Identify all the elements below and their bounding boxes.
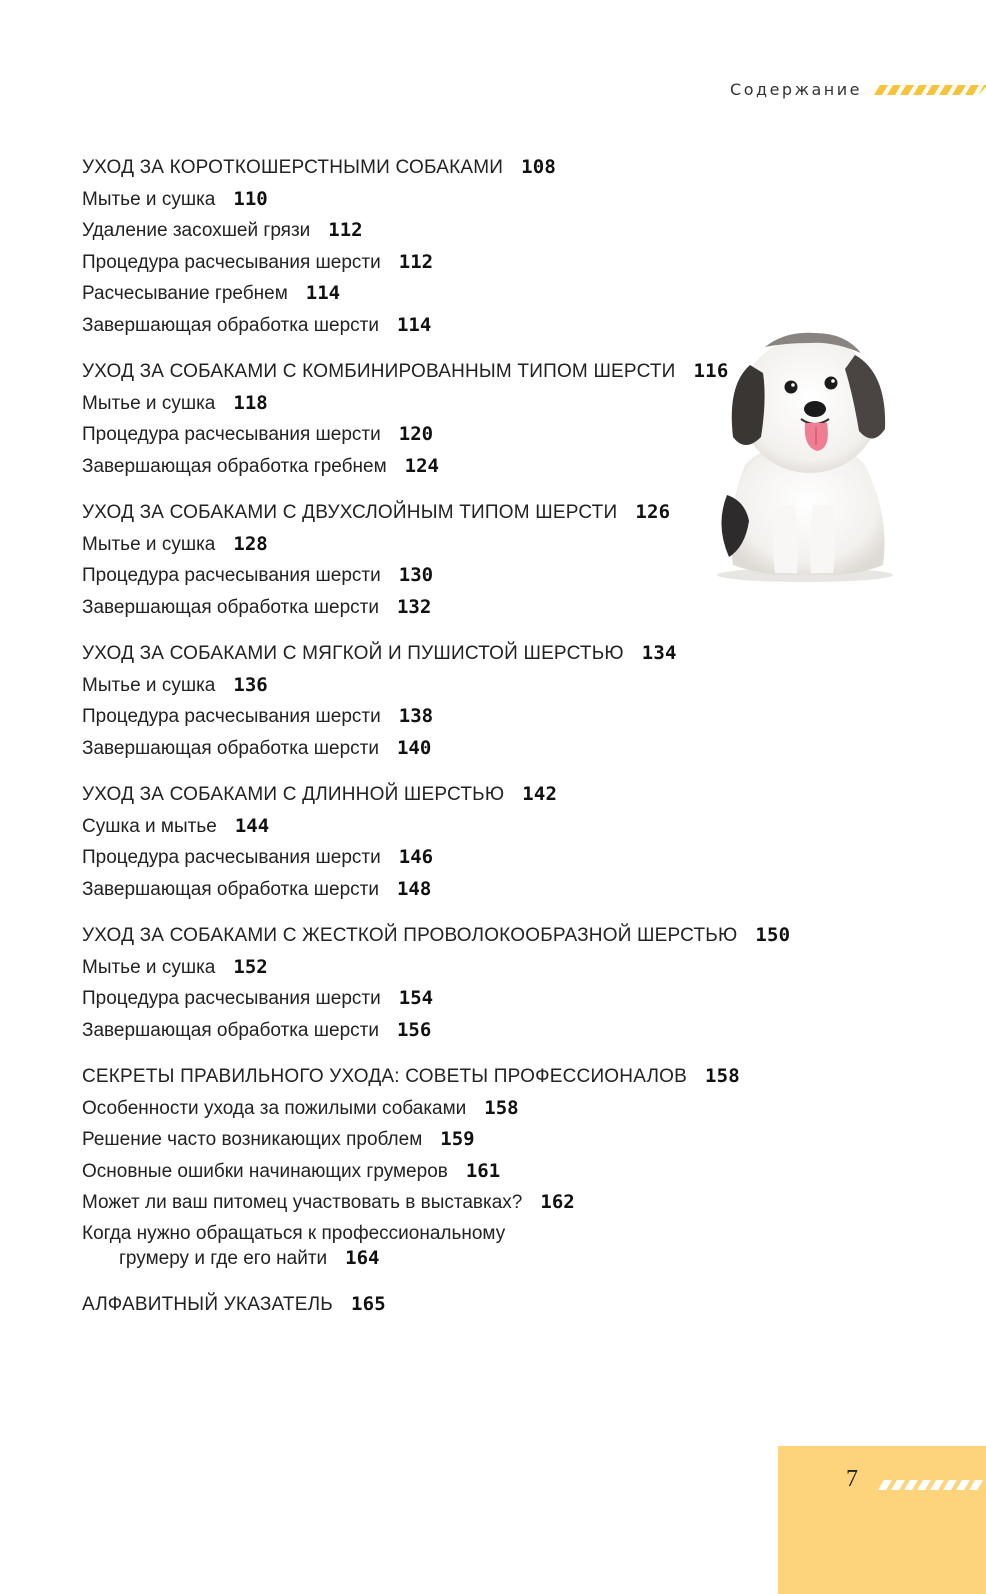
toc-item-title: Процедура расчесывания шерсти	[82, 251, 381, 273]
toc-page-number: 120	[398, 423, 434, 445]
toc-page-number: 114	[305, 282, 341, 304]
toc-item-title-line2: грумеру и где его найти	[119, 1247, 328, 1269]
toc-item-title: Удаление засохшей грязи	[82, 220, 311, 241]
toc-item[interactable]	[82, 1219, 782, 1274]
toc-item[interactable]	[82, 592, 782, 624]
toc-page-number: 162	[540, 1191, 575, 1213]
toc-page-number: 128	[233, 532, 268, 555]
toc-page-number: 146	[398, 846, 434, 868]
toc-page-number: 144	[234, 814, 270, 837]
toc-section	[82, 920, 791, 1046]
toc-heading-title: УХОД ЗА КОРОТКОШЕРСТНЫМИ СОБАКАМИ	[82, 157, 504, 178]
toc-item[interactable]	[82, 670, 782, 702]
toc-item[interactable]	[82, 811, 782, 843]
toc-heading-title: АЛФАВИТНЫЙ УКАЗАТЕЛЬ	[82, 1293, 333, 1315]
toc-item[interactable]	[82, 529, 782, 561]
toc-page-number: 165	[350, 1292, 386, 1315]
toc-page-number: 112	[398, 250, 434, 273]
toc-heading-title: СЕКРЕТЫ ПРАВИЛЬНОГО УХОДА: СОВЕТЫ ПРОФЕССИОНАЛОВ	[82, 1066, 688, 1087]
toc-heading-title: УХОД ЗА СОБАКАМИ С КОМБИНИРОВАННЫМ ТИПОМ ШЕРСТИ	[82, 361, 676, 382]
toc-item[interactable]	[82, 1187, 782, 1219]
toc-item-title: Процедура расчесывания шерсти	[82, 706, 381, 727]
toc-item[interactable]	[82, 419, 782, 451]
toc-page-number: 164	[345, 1246, 380, 1269]
toc-item-title: Процедура расчесывания шерсти	[82, 988, 381, 1009]
toc-item-title: Основные ошибки начинающих грумеров	[82, 1160, 448, 1182]
toc-item-title: Завершающая обработка шерсти	[82, 596, 379, 618]
toc-page-number: 110	[233, 187, 268, 210]
toc-page-number: 114	[396, 313, 432, 336]
toc-item-title-line1: Когда нужно обращаться к профессиональному	[82, 1222, 506, 1244]
toc-item[interactable]	[82, 310, 782, 342]
toc-item[interactable]	[82, 983, 782, 1015]
running-header-title: Содержание	[730, 80, 862, 99]
toc-page-number: 158	[484, 1096, 519, 1119]
toc-item-title: Особенности ухода за пожилыми собаками	[82, 1097, 467, 1119]
toc-item[interactable]	[82, 184, 782, 216]
toc-heading[interactable]	[82, 152, 782, 184]
toc-heading[interactable]	[82, 1289, 782, 1321]
toc-heading[interactable]	[82, 920, 791, 952]
table-of-contents	[82, 152, 791, 1335]
toc-page-number: 124	[404, 454, 439, 477]
toc-page-number: 154	[398, 987, 434, 1009]
toc-section	[82, 638, 782, 764]
toc-heading[interactable]	[82, 779, 782, 811]
toc-page-number: 138	[398, 705, 434, 727]
toc-page-number: 140	[396, 736, 432, 759]
toc-page-number: 112	[328, 219, 363, 241]
toc-item-title: Завершающая обработка шерсти	[82, 878, 379, 900]
toc-heading-title: УХОД ЗА СОБАКАМИ С ЖЕСТКОЙ ПРОВОЛОКООБРАЗНОЙ ШЕРСТЬЮ	[82, 925, 738, 946]
toc-page-number: 116	[693, 360, 729, 382]
corner-stripes-decoration	[878, 1478, 986, 1492]
toc-item-title: Завершающая обработка шерсти	[82, 737, 379, 759]
toc-page-number: 150	[755, 924, 791, 946]
toc-item[interactable]	[82, 842, 782, 874]
toc-item-title: Может ли ваш питомец участвовать в выставках?	[82, 1192, 523, 1213]
toc-section	[82, 779, 782, 905]
toc-item[interactable]	[82, 1093, 782, 1125]
toc-item[interactable]	[82, 1015, 782, 1047]
toc-page-number: 148	[396, 877, 432, 900]
toc-item-title: Мытье и сушка	[82, 956, 216, 978]
toc-section	[82, 1061, 782, 1274]
toc-item-title: Процедура расчесывания шерсти	[82, 565, 381, 586]
toc-page-number: 142	[522, 783, 558, 805]
toc-item[interactable]	[82, 1156, 782, 1188]
toc-page-number: 132	[396, 595, 432, 618]
toc-item-title: Процедура расчесывания шерсти	[82, 424, 381, 445]
toc-heading[interactable]	[82, 356, 782, 388]
toc-section	[82, 1289, 782, 1321]
toc-page-number: 158	[705, 1065, 740, 1087]
toc-page-number: 156	[396, 1018, 432, 1041]
toc-page-number: 126	[635, 501, 671, 523]
toc-heading[interactable]	[82, 497, 782, 529]
toc-item-title: Завершающая обработка шерсти	[82, 314, 379, 336]
toc-item[interactable]	[82, 733, 782, 765]
toc-page-number: 136	[233, 673, 268, 696]
toc-item[interactable]	[82, 952, 782, 984]
toc-page-number: 152	[233, 955, 268, 978]
running-header	[730, 80, 986, 99]
page-corner	[778, 1446, 986, 1594]
toc-item[interactable]	[82, 701, 782, 733]
toc-page-number: 159	[440, 1128, 475, 1150]
page-number: 7	[846, 1466, 858, 1492]
toc-item-title: Сушка и мытье	[82, 815, 217, 837]
toc-item-title: Мытье и сушка	[82, 533, 216, 555]
toc-item-title: Решение часто возникающих проблем	[82, 1129, 423, 1150]
toc-heading-title: УХОД ЗА СОБАКАМИ С МЯГКОЙ И ПУШИСТОЙ ШЕРСТЬЮ	[82, 643, 624, 664]
toc-section	[82, 152, 782, 341]
toc-item[interactable]	[82, 215, 782, 247]
toc-heading-title: УХОД ЗА СОБАКАМИ С ДВУХСЛОЙНЫМ ТИПОМ ШЕРСТИ	[82, 502, 618, 523]
toc-item-title: Мытье и сушка	[82, 188, 216, 210]
toc-item-title: Процедура расчесывания шерсти	[82, 847, 381, 868]
toc-item[interactable]	[82, 874, 782, 906]
toc-section	[82, 497, 782, 623]
toc-item[interactable]	[82, 560, 782, 592]
toc-item-title: Завершающая обработка гребнем	[82, 455, 387, 477]
toc-item[interactable]	[82, 451, 782, 483]
toc-item-title: Мытье и сушка	[82, 392, 216, 414]
toc-item-title: Мытье и сушка	[82, 674, 216, 696]
header-stripes-decoration	[874, 83, 986, 97]
puppy-illustration	[705, 325, 900, 585]
toc-item-title: Завершающая обработка шерсти	[82, 1019, 379, 1041]
toc-page-number: 108	[521, 156, 557, 178]
toc-heading[interactable]	[82, 638, 782, 670]
toc-page-number: 130	[398, 564, 434, 586]
toc-heading-title: УХОД ЗА СОБАКАМИ С ДЛИННОЙ ШЕРСТЬЮ	[82, 784, 505, 805]
toc-page-number: 161	[465, 1159, 501, 1182]
toc-heading[interactable]	[82, 1061, 782, 1093]
toc-page-number: 134	[641, 642, 677, 664]
toc-item-title: Расчесывание гребнем	[82, 283, 288, 304]
toc-item[interactable]	[82, 388, 782, 420]
toc-item[interactable]	[82, 278, 782, 310]
toc-section	[82, 356, 782, 482]
toc-page-number: 118	[233, 391, 268, 414]
toc-item[interactable]	[82, 247, 782, 279]
toc-item[interactable]	[82, 1124, 782, 1156]
